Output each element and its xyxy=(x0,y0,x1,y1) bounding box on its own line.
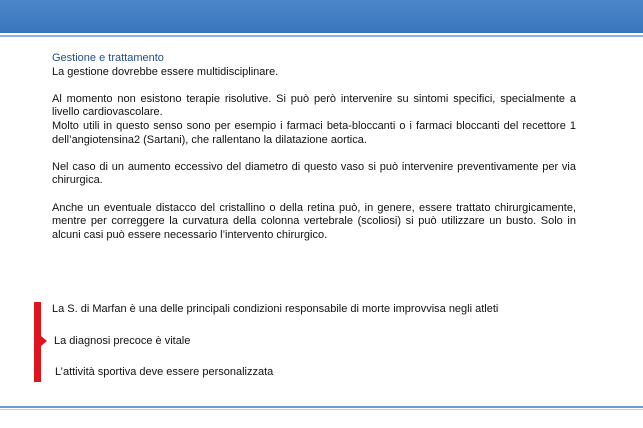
highlight-arrow-icon xyxy=(41,336,47,346)
surgery-aorta-paragraph: Nel caso di un aumento eccessivo del diametro di questo vaso si può intervenire preventivamente per via chirurgica. xyxy=(52,160,576,187)
therapy-paragraph-2: Molto utili in questo senso sono per esempio i farmaci beta-bloccanti o i farmaci bloccanti del recettore 1 dell’angiotensina2 (Sartani), che rallentano la dilatazione aortica. xyxy=(52,119,576,146)
footer-divider xyxy=(0,406,643,408)
highlight-item-sudden-death: La S. di Marfan è una delle principali condizioni responsabile di morte improvvisa negli atleti xyxy=(52,303,499,315)
header-bar xyxy=(0,0,643,33)
header-divider xyxy=(0,35,643,37)
therapy-paragraph-1: Al momento non esistono terapie risolutive. Si può però intervenire su sintomi specifici, specialmente a livello cardiovascolare. xyxy=(52,92,576,119)
highlight-item-sport-activity: L’attività sportiva deve essere personalizzata xyxy=(55,366,274,378)
highlight-item-early-diagnosis: La diagnosi precoce è vitale xyxy=(54,335,191,347)
footer-divider-thin xyxy=(0,409,643,410)
section-title: Gestione e trattamento xyxy=(52,52,164,64)
document-body xyxy=(52,52,576,256)
other-surgery-paragraph: Anche un eventuale distacco del cristallino o della retina può, in genere, essere trattato chirurgicamente, mentre per correggere la curvatura della colonna vertebrale (scoliosi) si può utilizzare un busto. Solo in alcuni casi può essere necessario l’intervento chirurgico. xyxy=(52,201,576,241)
highlight-accent-bar xyxy=(34,302,41,382)
intro-paragraph: La gestione dovrebbe essere multidisciplinare. xyxy=(52,65,279,78)
